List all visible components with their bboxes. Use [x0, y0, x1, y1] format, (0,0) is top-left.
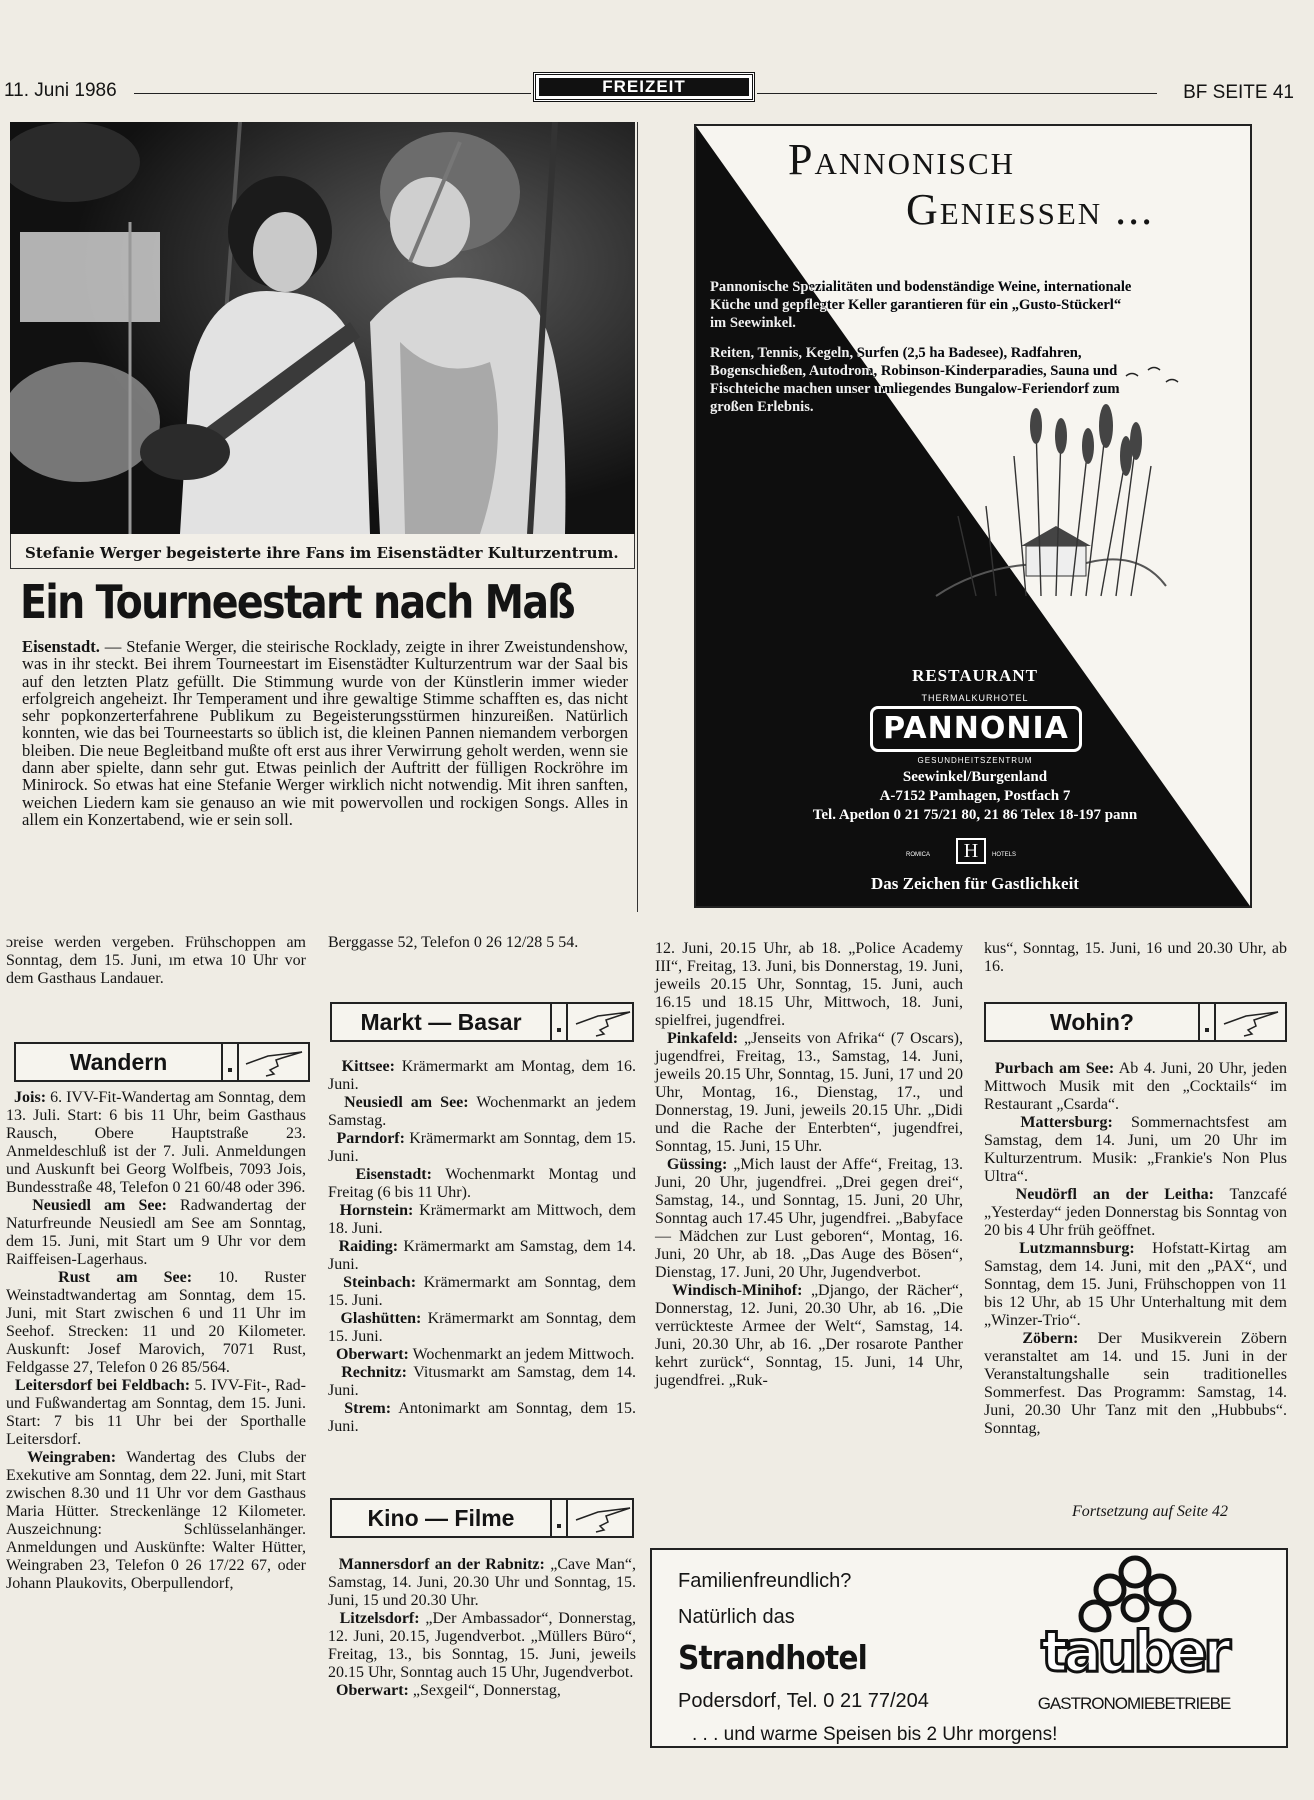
list-item	[328, 1274, 636, 1310]
entry-place: Mannersdorf an der Rabnitz:	[338, 1556, 545, 1573]
section-title: Markt — Basar	[332, 1004, 552, 1040]
entry-text: Krämermarkt am Sonntag, dem 15. Juni.	[328, 1310, 637, 1345]
entry-place: Strem:	[344, 1400, 392, 1417]
entry-place: Parndorf:	[336, 1130, 405, 1147]
entry-place: Neusiedl am See:	[32, 1197, 167, 1214]
article-headline: Ein Tourneestart nach Maß	[20, 575, 575, 629]
list-item	[328, 1202, 636, 1238]
entry-text: Krämermarkt am Mittwoch, dem 18. Juni.	[328, 1202, 636, 1237]
list-item	[6, 1197, 306, 1269]
entry-text: Wochenmarkt Montag und Freitag (6 bis 11 Uhr).	[328, 1166, 637, 1201]
ad-address-line: A-7152 Pamhagen, Postfach 7	[879, 788, 1071, 804]
entry-place: Eisenstadt:	[355, 1166, 432, 1183]
ad-thermal-label: THERMALKURHOTEL	[921, 693, 1029, 703]
entry-place: Rechnitz:	[341, 1364, 407, 1381]
list-item	[328, 1556, 636, 1610]
entry-text: „Sexgeil“, Donnerstag,	[408, 1682, 561, 1699]
entry-place: Zöbern:	[1022, 1330, 1079, 1347]
tauber-wordmark: tauber	[1040, 1620, 1228, 1685]
kino-list-a	[328, 1556, 636, 1700]
list-item	[328, 1166, 636, 1202]
entry-place: Kittsee:	[341, 1058, 395, 1075]
col1-intro: ɔreise werden vergeben. Frühschoppen am Sonntag, dem 15. Juni, ım etwa 10 Uhr vor dem Gasthaus Landauer.	[6, 934, 306, 987]
entry-text: Wochenmarkt an jedem Mittwoch.	[408, 1346, 635, 1363]
entry-text: Wandertag des Clubs der Exekutive am Sonntag, dem 22. Juni, mit Start zwischen 8.30 und 11 Uhr vor dem Gasthaus Maria Hütter. Streckenlänge 12 Kilometer. Auszeichnung: Schlüsselanhänger. Anmeldungen und Auskünfte: Walter Hütter, Weingraben 23, Telefon 0 26 17/22 67, oder Johann Plaukovits, Oberpullendorf,	[6, 1449, 307, 1592]
section-divider	[552, 1500, 568, 1536]
pannonia-logo-text: PANNONIA	[883, 711, 1069, 746]
ad2-line1: Familienfreundlich?	[678, 1570, 852, 1592]
markt-list	[328, 1058, 636, 1436]
section-header-markt	[330, 1002, 634, 1042]
ad-slogan: Das Zeichen für Gastlichkeit	[871, 874, 1079, 893]
list-item	[328, 1058, 636, 1094]
ad-address-line: Seewinkel/Burgenland	[902, 769, 1048, 785]
list-item	[655, 1030, 963, 1156]
ad-title-line1: Pannonisch	[788, 135, 1016, 184]
strandhotel-advertisement	[650, 1548, 1288, 1748]
section-title: Wohin?	[986, 1004, 1200, 1040]
ad2-hotel-name: Strandhotel	[678, 1638, 867, 1677]
entry-text: Krämermarkt am Sonntag, dem 15. Juni.	[328, 1130, 637, 1165]
section-header-wandern	[14, 1042, 310, 1082]
romica-hotels-logo	[904, 838, 1044, 866]
entry-text: Tanzcafé „Yesterday“ jeden Donnerstag bis Sonntag von 20 bis 4 Uhr früh geöffnet.	[984, 1186, 1288, 1239]
tauber-subtitle: GASTRONOMIEBETRIEBE	[1037, 1694, 1231, 1713]
ad-p1-line: im Seewinkel.	[710, 315, 796, 331]
list-item	[984, 1060, 1287, 1114]
entry-text: Krämermarkt am Sonntag, dem 15. Juni.	[328, 1274, 636, 1309]
ad2-footer: . . . und warme Speisen bis 2 Uhr morgens!	[686, 1724, 1063, 1746]
column-wandern	[6, 934, 306, 988]
column-rule	[637, 122, 638, 912]
ad-gesund-label: GESUNDHEITSZENTRUM	[917, 756, 1033, 765]
entry-text: „Mich laust der Affe“, Freitag, 13. Juni, 20 Uhr, jugendfrei. „Drei gegen drei“, Samstag, 14., und Sonntag, 15. Juni, 20 Uhr, Sonntag auch 17.45 Uhr, jugendfrei. „Babyface — Mädchen zur Lust geboren“, Montag, 16. Juni, 20 Uhr, ab 18. „Das Auge des Bösen“, Dienstag, 17. Juni, 20 Uhr, Jugendverbot.	[655, 1156, 963, 1281]
pannonia-logo	[870, 706, 1082, 752]
list-item	[328, 1094, 636, 1130]
entry-place: Mattersburg:	[1020, 1114, 1113, 1131]
list-item	[328, 1610, 636, 1682]
list-item	[328, 1400, 636, 1436]
romica-logo-mark: H	[956, 838, 986, 864]
column-wohin	[984, 940, 1287, 976]
entry-text: 10. Ruster Weinstadtwandertag am Sonntag, dem 15. Juni, mit Start zwischen 6 und 11 Uhr im Seehof. Strecken: 11 und 20 Kilometer. Auskunft: Josef Marovich, 7071 Rust, Feldgasse 27, Telefon 0 26 85/564.	[6, 1269, 307, 1376]
entry-text: „Jenseits von Afrika“ (7 Oscars), jugendfrei, Freitag, 13., Samstag, 14. Juni, jeweils 20.15 Uhr, Sonntag, 15. Juni, 17 und 20 Uhr, Montag, 16., Dienstag, 17., und Donnerstag, 19. Juni, jeweils 20.15 Uhr. „Didi und die Rache der Enterbten“, jugendfrei, Sonntag, 15. Juni, 15 Uhr.	[655, 1030, 964, 1155]
ad-address	[696, 768, 1252, 825]
entry-place: Windisch-Minihof:	[672, 1282, 803, 1299]
header-rule-left	[134, 93, 531, 94]
concert-photo	[10, 122, 635, 534]
entry-place: Litzelsdorf:	[339, 1610, 420, 1627]
photo-caption: Stefanie Werger begeisterte ihre Fans im Eisenstädter Kulturzentrum.	[10, 534, 635, 569]
list-item	[328, 1364, 636, 1400]
entry-text: „Django, der Rächer“, Donnerstag, 12. Juni, 20.30 Uhr, ab 16. „Die verrückteste Armee der Welt“, Samstag, 14. Juni, 20.30 Uhr, ab 16. „Der rosarote Panther kehrt zurück“, Sonntag, 15. Juni, 14 Uhr, jugendfrei. „Ruk-	[655, 1282, 964, 1389]
article-text: — Stefanie Werger, die steirische Rocklady, zeigte in ihrer Zweistundenshow, was in ihr steckt. Bei ihrem Tourneestart im Eisenstädter Kulturzentrum war der Saal bis auf den letzten Platz gefüllt. Die Stimmung wurde von der Künstlerin immer wieder erfolgreich angeheizt. Ihr Temperament und ihre gewaltige Stimme schafften es, das nicht sehr popkonzerterfahrene Publikum zu Begeisterungsstürmen hinzureißen. Natürlich konnten, wie das bei Tourneestarts so üblich ist, die kleinen Pannen niemandem verborgen bleiben. Die neue Begleitband mußte oft erst aus ihrer Verwirrung geholt werden, wenn sie dann aber spielte, dann sehr gut. Etwas peinlich der Auftritt der fülligen Rockröhre im Minirock. So etwas hat eine Stefanie Werger wirklich nicht notwendig. Mit ihren sanften, weichen Liedern kam sie genauso an wie mit powervollen und rockigen Songs. Alles in allem ein Konzertabend, wie er sein soll.	[22, 637, 628, 829]
entry-place: Hornstein:	[339, 1202, 414, 1219]
entry-text: Ab 4. Juni, 20 Uhr, jeden Mittwoch Musik mit den „Cocktails“ im Restaurant „Csarda“.	[984, 1060, 1288, 1113]
column-markt	[328, 934, 636, 952]
section-header-kino	[330, 1498, 634, 1538]
entry-text: Der Musikverein Zöbern veranstaltet am 14. und 15. Juni in der Veranstaltungshalle sein traditionelles Sommerfest. Das Programm: Samstag, 14. Juni, 20.30 Uhr Tanz mit den „Hubbubs“. Sonntag,	[984, 1330, 1287, 1437]
pointing-hand-icon	[242, 1046, 308, 1080]
list-item	[655, 1282, 963, 1390]
section-divider	[552, 1004, 568, 1040]
header-page-number: BF SEITE 41	[1183, 82, 1294, 103]
list-item	[6, 1449, 306, 1593]
col2-intro: Berggasse 52, Telefon 0 26 12/28 5 54.	[328, 934, 579, 951]
entry-place: Neusiedl am See:	[344, 1094, 469, 1111]
col3-intro: 12. Juni, 20.15 Uhr, ab 18. „Police Academy III“, Freitag, 13. Juni, bis Donnerstag, 19. Juni, jeweils 20.15 Uhr, Sonntag, 15. Juni, auch 16.15 und 18.15 Uhr, Mittwoch, 18. Juni, spielfrei, jugendfrei.	[655, 940, 963, 1029]
entry-place: Purbach am See:	[994, 1060, 1115, 1077]
concert-photo-graphic	[10, 122, 635, 534]
continued-notice: Fortsetzung auf Seite 42	[1072, 1503, 1228, 1520]
section-banner-label: FREIZEIT	[539, 78, 749, 96]
section-title: Kino — Filme	[332, 1500, 552, 1536]
list-item	[984, 1114, 1287, 1186]
entry-text: „Der Ambassador“, Donnerstag, 12. Juni, 20.15, Jugendverbot. „Müllers Büro“, Freitag, 13., bis Sonntag, 15. Juni, jeweils 20.15 Uhr, Sonntag auch 15 Uhr, Jugendverbot.	[328, 1610, 637, 1681]
entry-place: Weingraben:	[27, 1449, 117, 1466]
ad-p2-line: großen Erlebnis.	[710, 399, 814, 415]
header-rule-right	[757, 93, 1157, 94]
list-item	[328, 1346, 636, 1364]
ad2-address: Podersdorf, Tel. 0 21 77/204	[678, 1690, 929, 1712]
entry-text: Wochenmarkt an jedem Samstag.	[328, 1094, 637, 1129]
list-item	[6, 1089, 306, 1197]
entry-place: Lutzmannsburg:	[1019, 1240, 1135, 1257]
entry-text: Krämermarkt am Samstag, dem 14. Juni.	[328, 1238, 637, 1273]
entry-place: Neudörfl an der Leitha:	[1015, 1186, 1214, 1203]
wohin-list	[984, 1060, 1287, 1438]
list-item	[328, 1682, 636, 1700]
entry-text: Sommernachtsfest am Samstag, dem 14. Juni, um 20 Uhr im Kulturzentrum. Musik: „Frankie's Non Plus Ultra“.	[984, 1114, 1287, 1185]
section-divider	[223, 1044, 239, 1080]
list-item	[6, 1377, 306, 1449]
kino-list-b	[655, 940, 963, 1390]
pannonia-advertisement	[694, 124, 1252, 908]
ad-p2-line: Reiten, Tennis, Kegeln, Surfen (2,5 ha Badesee), Radfahren,	[710, 345, 1082, 361]
ad-p2-line: Bogenschießen, Autodrom, Robinson-Kinderparadies, Sauna und	[710, 363, 1118, 379]
pointing-hand-icon	[1220, 1006, 1282, 1040]
ad-p1-line: Pannonische Spezialitäten und bodenständige Weine, internationale	[710, 279, 1132, 295]
entry-text: Vitusmarkt am Samstag, dem 14. Juni.	[328, 1364, 637, 1399]
section-title: Wandern	[16, 1044, 223, 1080]
article-dateline: Eisenstadt.	[22, 637, 100, 656]
ad-paragraph-1	[710, 278, 1131, 332]
list-item	[984, 1330, 1287, 1438]
col4-intro: kus“, Sonntag, 15. Juni, 16 und 20.30 Uhr, ab 16.	[984, 940, 1287, 975]
section-header-wohin	[984, 1002, 1287, 1042]
entry-place: Glashütten:	[340, 1310, 422, 1327]
section-divider	[1200, 1004, 1216, 1040]
entry-text: Antonimarkt am Sonntag, dem 15. Juni.	[328, 1400, 637, 1435]
list-item	[984, 1186, 1287, 1240]
tauber-logo	[1000, 1550, 1270, 1713]
ad-p1-line: Küche und gepflegter Keller garantieren für ein „Gusto-Stückerl“	[710, 297, 1122, 313]
entry-place: Pinkafeld:	[666, 1030, 739, 1047]
romica-logo-right: HOTELS	[992, 852, 1017, 858]
list-item	[328, 1310, 636, 1346]
entry-place: Oberwart:	[336, 1346, 409, 1363]
list-item	[655, 1156, 963, 1282]
romica-logo-left: ROMICA	[906, 852, 930, 858]
ad-restaurant-label: RESTAURANT	[912, 666, 1038, 685]
pointing-hand-icon	[572, 1502, 634, 1536]
entry-text: „Cave Man“, Samstag, 14. Juni, 20.30 Uhr und Sonntag, 15. Juni, 15 und 20.30 Uhr.	[328, 1556, 637, 1609]
entry-place: Rust am See:	[58, 1269, 193, 1286]
entry-place: Oberwart:	[336, 1682, 409, 1699]
entry-place: Jois:	[14, 1089, 47, 1106]
entry-place: Güssing:	[666, 1156, 728, 1173]
ad-address-line: Tel. Apetlon 0 21 75/21 80, 21 86 Telex 18-197 pann	[812, 807, 1138, 823]
entry-text: Hofstatt-Kirtag am Samstag, dem 14. Juni, mit den „PAX“, und Sonntag, dem 15. Juni, Frühschoppen von 11 bis 12 Uhr, ab 15 Uhr Unterhaltung mit dem „Winzer-Trio“.	[984, 1240, 1287, 1329]
entry-place: Steinbach:	[343, 1274, 417, 1291]
entry-place: Leitersdorf bei Feldbach:	[14, 1377, 191, 1394]
wandern-list	[6, 1089, 306, 1593]
list-item	[328, 1238, 636, 1274]
entry-text: 5. IVV-Fit-, Rad- und Fußwandertag am Sonntag, dem 15. Juni. Start: 7 bis 11 Uhr bei der Sporthalle Leitersdorf.	[6, 1377, 306, 1448]
ad-p2-line: Fischteiche machen unser umliegendes Bungalow-Feriendorf zum	[710, 381, 1120, 397]
entry-text: Radwandertag der Naturfreunde Neusiedl am See am Sonntag, dem 15. Juni, mit Start um 9 Uhr vor dem Raiffeisen-Lagerhaus.	[6, 1197, 306, 1268]
pointing-hand-icon	[572, 1006, 634, 1040]
entry-text: 6. IVV-Fit-Wandertag am Sonntag, dem 13. Juli. Start: 6 bis 11 Uhr, beim Gasthaus Rausch, Obere Hauptstraße 23. Anmeldeschluß ist der 7. Juli. Anmeldungen und Auskunft bei Georg Wolfbeis, 7093 Jois, Bundesstraße 48, Telefon 0 21 60/48 oder 396.	[6, 1089, 306, 1196]
ad2-line2: Natürlich das	[678, 1606, 795, 1628]
section-banner	[533, 72, 755, 102]
list-item	[984, 1240, 1287, 1330]
ad-title-line2: Geniessen ...	[906, 185, 1155, 234]
ad-paragraph-2	[710, 344, 1120, 416]
list-item	[6, 1269, 306, 1377]
article-body	[22, 638, 628, 828]
entry-place: Raiding:	[338, 1238, 399, 1255]
header-date: 11. Juni 1986	[4, 80, 117, 101]
list-item	[328, 1130, 636, 1166]
entry-text: Krämermarkt am Montag, dem 16. Juni.	[328, 1058, 637, 1093]
